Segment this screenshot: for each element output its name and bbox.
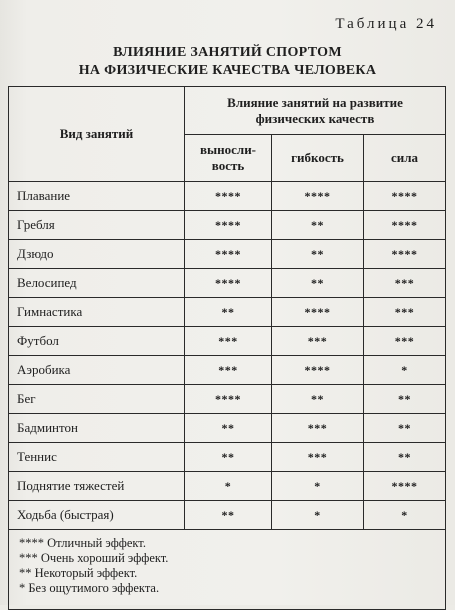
strength-rating: ** (364, 385, 446, 414)
strength-rating: *** (364, 327, 446, 356)
table-row (9, 298, 446, 327)
endurance-rating: **** (185, 240, 272, 269)
legend-item-some: ** Некоторый эффект. (19, 566, 138, 580)
endurance-rating: * (185, 472, 272, 501)
flexibility-rating: *** (272, 443, 364, 472)
header-endurance-line-2: вость (211, 158, 245, 173)
endurance-rating: **** (185, 211, 272, 240)
header-sport: Вид занятий (9, 87, 185, 182)
flexibility-rating: *** (272, 327, 364, 356)
table-row (9, 414, 446, 443)
flexibility-rating: * (272, 501, 364, 530)
flexibility-rating: ** (272, 240, 364, 269)
endurance-rating: **** (185, 385, 272, 414)
sports-effect-table (8, 86, 446, 610)
sport-name: Бег (9, 385, 185, 414)
endurance-rating: **** (185, 269, 272, 298)
sport-name: Бадминтон (9, 414, 185, 443)
table-row (9, 182, 446, 211)
strength-rating: ** (364, 414, 446, 443)
endurance-rating: ** (185, 501, 272, 530)
strength-rating: **** (364, 182, 446, 211)
strength-rating: **** (364, 211, 446, 240)
strength-rating: *** (364, 298, 446, 327)
header-flexibility: гибкость (272, 135, 364, 182)
strength-rating: **** (364, 472, 446, 501)
title-line-1: ВЛИЯНИЕ ЗАНЯТИЙ СПОРТОМ (113, 45, 342, 60)
sport-name: Дзюдо (9, 240, 185, 269)
table-number: Таблица 24 (335, 16, 437, 32)
sport-name: Теннис (9, 443, 185, 472)
sport-name: Гимнастика (9, 298, 185, 327)
endurance-rating: ** (185, 298, 272, 327)
table-row (9, 443, 446, 472)
table-row (9, 327, 446, 356)
sport-name: Поднятие тяжестей (9, 472, 185, 501)
flexibility-rating: **** (272, 298, 364, 327)
sport-name: Футбол (9, 327, 185, 356)
flexibility-rating: ** (272, 269, 364, 298)
strength-rating: *** (364, 269, 446, 298)
legend-item-excellent: **** Отличный эффект. (19, 536, 146, 550)
legend-item-none: * Без ощутимого эффекта. (19, 581, 160, 595)
flexibility-rating: ** (272, 211, 364, 240)
strength-rating: * (364, 501, 446, 530)
table-row (9, 240, 446, 269)
endurance-rating: ** (185, 443, 272, 472)
flexibility-rating: *** (272, 414, 364, 443)
flexibility-rating: ** (272, 385, 364, 414)
sport-name: Ходьба (быстрая) (9, 501, 185, 530)
legend-item-very-good: *** Очень хороший эффект. (19, 551, 169, 565)
sport-name: Гребля (9, 211, 185, 240)
strength-rating: **** (364, 240, 446, 269)
header-endurance (185, 135, 272, 182)
header-strength: сила (364, 135, 446, 182)
table-row (9, 385, 446, 414)
endurance-rating: ** (185, 414, 272, 443)
flexibility-rating: **** (272, 182, 364, 211)
header-endurance-line-1: выносли- (199, 142, 257, 157)
table-row (9, 472, 446, 501)
header-group (185, 87, 446, 135)
strength-rating: ** (364, 443, 446, 472)
endurance-rating: **** (185, 182, 272, 211)
title-line-2: НА ФИЗИЧЕСКИЕ КАЧЕСТВА ЧЕЛОВЕКА (78, 63, 377, 78)
sport-name: Велосипед (9, 269, 185, 298)
sport-name: Плавание (9, 182, 185, 211)
legend (9, 530, 446, 610)
header-group-line-2: физических качеств (255, 110, 375, 126)
header-group-line-1: Влияние занятий на развитие (227, 94, 403, 110)
flexibility-rating: **** (272, 356, 364, 385)
strength-rating: * (364, 356, 446, 385)
table-row (9, 211, 446, 240)
table-title (0, 44, 455, 80)
header-row-1 (9, 87, 446, 135)
flexibility-rating: * (272, 472, 364, 501)
endurance-rating: *** (185, 327, 272, 356)
legend-row (9, 530, 446, 610)
table-row (9, 269, 446, 298)
table-row (9, 501, 446, 530)
endurance-rating: *** (185, 356, 272, 385)
table-row (9, 356, 446, 385)
sport-name: Аэробика (9, 356, 185, 385)
